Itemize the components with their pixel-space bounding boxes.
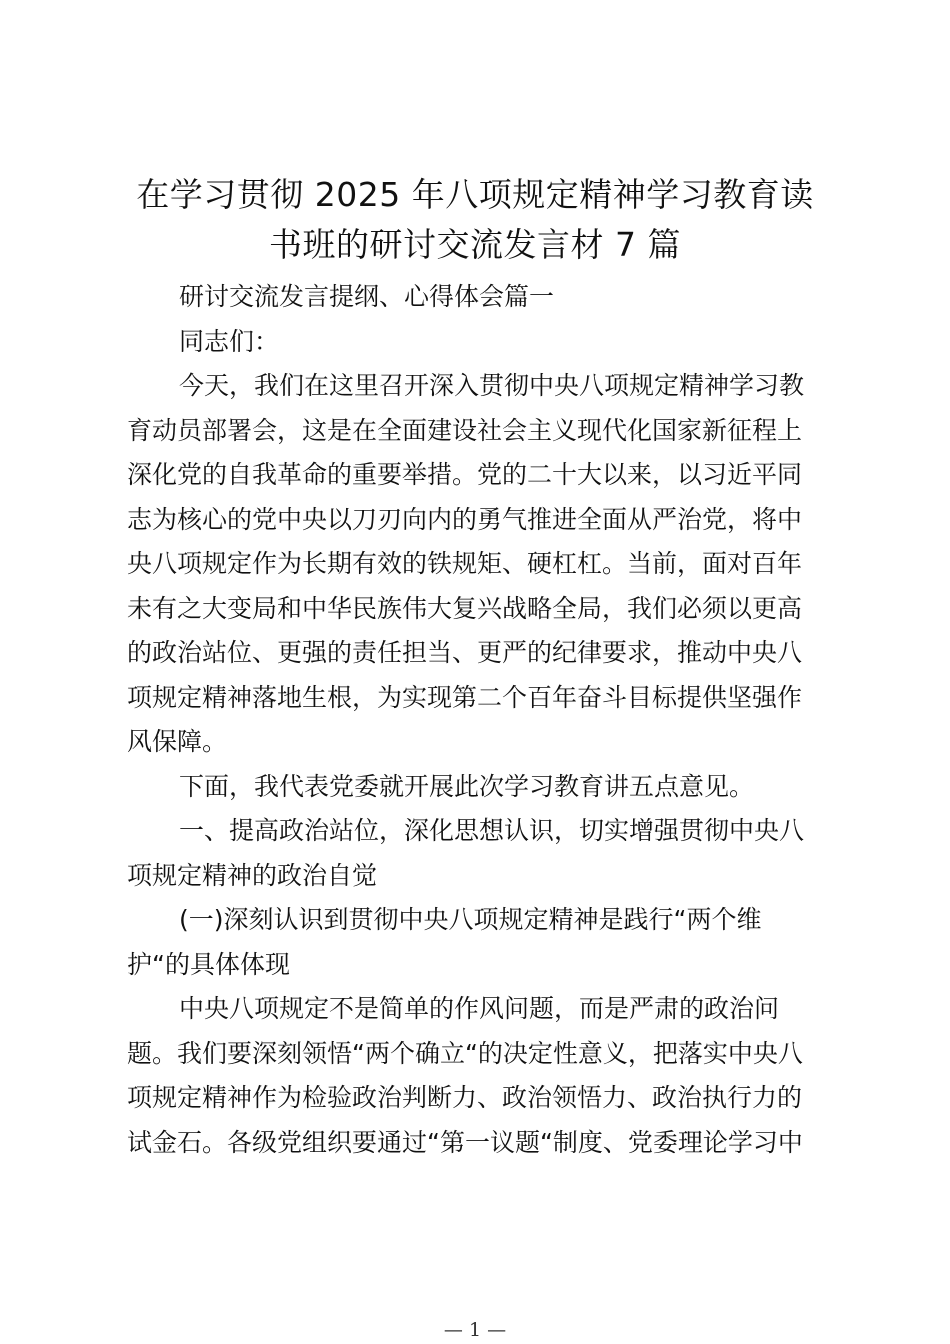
paragraph-body	[127, 987, 827, 1165]
text-line: 同志们：	[179, 326, 280, 356]
text-line: 中央八项规定不是简单的作风问题，而是严肃的政治问	[179, 994, 780, 1023]
text-line: 题。我们要深刻领悟“两个确立“的决定性意义，把落实中央八	[127, 1038, 803, 1068]
text-line: 央八项规定作为长期有效的铁规矩、硬杠杠。当前，面对百年	[127, 549, 803, 578]
text-line: 项规定精神作为检验政治判断力、政治领悟力、政治执行力的	[127, 1083, 803, 1112]
text-line: 深化党的自我革命的重要举措。党的二十大以来，以习近平同	[127, 460, 803, 489]
text-line: 育动员部署会，这是在全面建设社会主义现代化国家新征程上	[127, 415, 803, 445]
paragraph-salutation	[127, 320, 827, 365]
title-line-1: 在学习贯彻 2025 年八项规定精神学习教育读	[136, 175, 814, 214]
document-body	[127, 275, 827, 1165]
paragraph-outline	[127, 765, 827, 810]
text-line: 项规定精神的政治自觉	[127, 860, 378, 890]
text-line: 护“的具体体现	[127, 949, 290, 979]
text-line: 项规定精神落地生根，为实现第二个百年奋斗目标提供坚强作	[127, 682, 803, 712]
text-line: 一、提高政治站位，深化思想认识，切实增强贯彻中央八	[179, 816, 805, 845]
section-heading-1	[127, 809, 827, 898]
text-line: 未有之大变局和中华民族伟大复兴战略全局，我们必须以更高	[127, 593, 803, 623]
text-line: 风保障。	[127, 727, 228, 756]
text-line: 研讨交流发言提纲、心得体会篇一	[179, 282, 555, 311]
page-number: — 1 —	[443, 1319, 507, 1341]
paragraph-intro	[127, 364, 827, 765]
subsection-heading-1	[127, 898, 827, 987]
text-line: (一)深刻认识到贯彻中央八项规定精神是践行“两个维	[179, 905, 762, 934]
text-line: 今天，我们在这里召开深入贯彻中央八项规定精神学习教	[179, 371, 805, 400]
text-line: 志为核心的党中央以刀刃向内的勇气推进全面从严治党，将中	[127, 504, 803, 534]
document-title	[100, 170, 850, 270]
text-line: 下面，我代表党委就开展此次学习教育讲五点意见。	[179, 771, 755, 801]
text-line: 的政治站位、更强的责任担当、更严的纪律要求，推动中央八	[127, 638, 803, 667]
paragraph-subtitle	[127, 275, 827, 320]
text-line: 试金石。各级党组织要通过“第一议题“制度、党委理论学习中	[127, 1127, 803, 1157]
title-line-2: 书班的研讨交流发言材 7 篇	[269, 225, 681, 264]
